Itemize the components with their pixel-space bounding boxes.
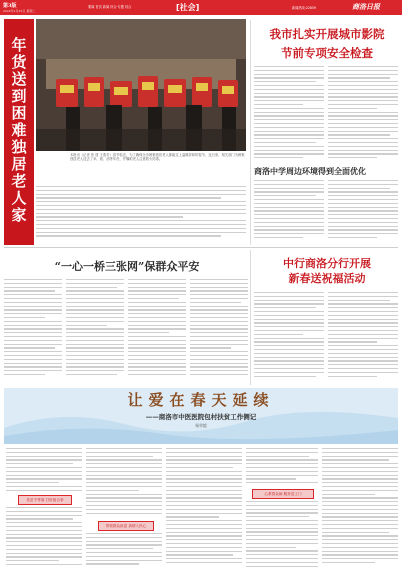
feature-subtitle: ——商洛市中医医院包村扶贫工作侧记 (145, 413, 257, 421)
masthead-bar (0, 0, 402, 15)
article1-title-char: 到 (11, 87, 27, 105)
column-divider (250, 250, 251, 385)
feature-subhead-box: 带领群众致富 真情入民心 (98, 521, 154, 531)
article1-vertical-title (4, 37, 34, 224)
issue-date: 2022年1月25日 星期二 (3, 8, 36, 13)
feature-subhead-box: 心系群众病 服务送上门 (252, 489, 314, 499)
article1-title-char: 居 (11, 155, 27, 173)
article3-body-col2 (328, 180, 398, 244)
feature-body-col4 (246, 448, 318, 488)
article4-body-col3 (128, 279, 186, 383)
article1-title-char: 难 (11, 121, 27, 139)
feature-body-col1b (6, 507, 82, 571)
masthead-nav: 要闻 首页 新闻 综合·专题 综合 (88, 5, 132, 9)
article4-body-col2 (66, 279, 124, 383)
feature-body-col4b (246, 501, 318, 571)
article1-title-char: 家 (11, 206, 27, 224)
article3-body-col1 (254, 180, 324, 244)
article5-body-col2 (328, 292, 398, 384)
article3-title: 商洛中学周边环境得到全面优化 (254, 166, 366, 176)
article1-title-char: 人 (11, 189, 27, 207)
article4-title: “一心一桥三张网”保群众平安 (54, 260, 200, 273)
section-divider (4, 247, 398, 248)
article4-body-col4 (190, 279, 248, 383)
article5-title-line1: 中行商洛分行开展 (283, 257, 371, 270)
article1-title-char: 货 (11, 53, 27, 71)
article1-title-char: 老 (11, 172, 27, 190)
article1-title-char: 独 (11, 138, 27, 156)
article5-title-line2: 新春送祝福活动 (288, 272, 366, 285)
article2-body-col2 (328, 66, 398, 164)
feature-body-col5 (322, 448, 398, 570)
article2-title-line1: 我市扎实开展城市影院 (269, 27, 385, 41)
section-label: [社会] (176, 3, 200, 12)
article1-title-panel (4, 19, 34, 245)
feature-title: 让爱在春天延续 (127, 391, 275, 409)
feature-body-col2b (86, 533, 162, 571)
article2-body-col1 (254, 66, 324, 164)
page-number: 第3版 (3, 2, 17, 9)
column-divider (250, 20, 251, 245)
newspaper-brand: 商洛日报 (352, 2, 380, 11)
people-carrying-gifts-image (36, 19, 246, 151)
article4-body-col1 (4, 279, 62, 383)
news-hotline: 新闻热线:22859 (292, 6, 316, 10)
feature-byline: 杨荣越 (195, 423, 207, 428)
article2-title-line2: 节前专项安全检查 (281, 46, 373, 60)
article1-title-char: 年 (11, 36, 27, 54)
article5-body-col1 (254, 292, 324, 384)
article1-title-char: 困 (11, 104, 27, 122)
article1-title-char: 送 (11, 70, 27, 88)
article1-caption: 本报讯（记者 张 建 王燕芳）春节临近，为了确保全市困难独居老人都能过上温暖祥和的春节，连日来，相关部门为困难独居老人送去了米、面、油等年货，并嘱咐老人注意防火防寒。 (70, 153, 245, 162)
article1-body (36, 186, 246, 246)
article1-photo (36, 19, 246, 151)
feature-subhead-box: 扶贫不等靠 打好组合拳 (18, 495, 72, 505)
feature-body-col3 (166, 448, 242, 570)
